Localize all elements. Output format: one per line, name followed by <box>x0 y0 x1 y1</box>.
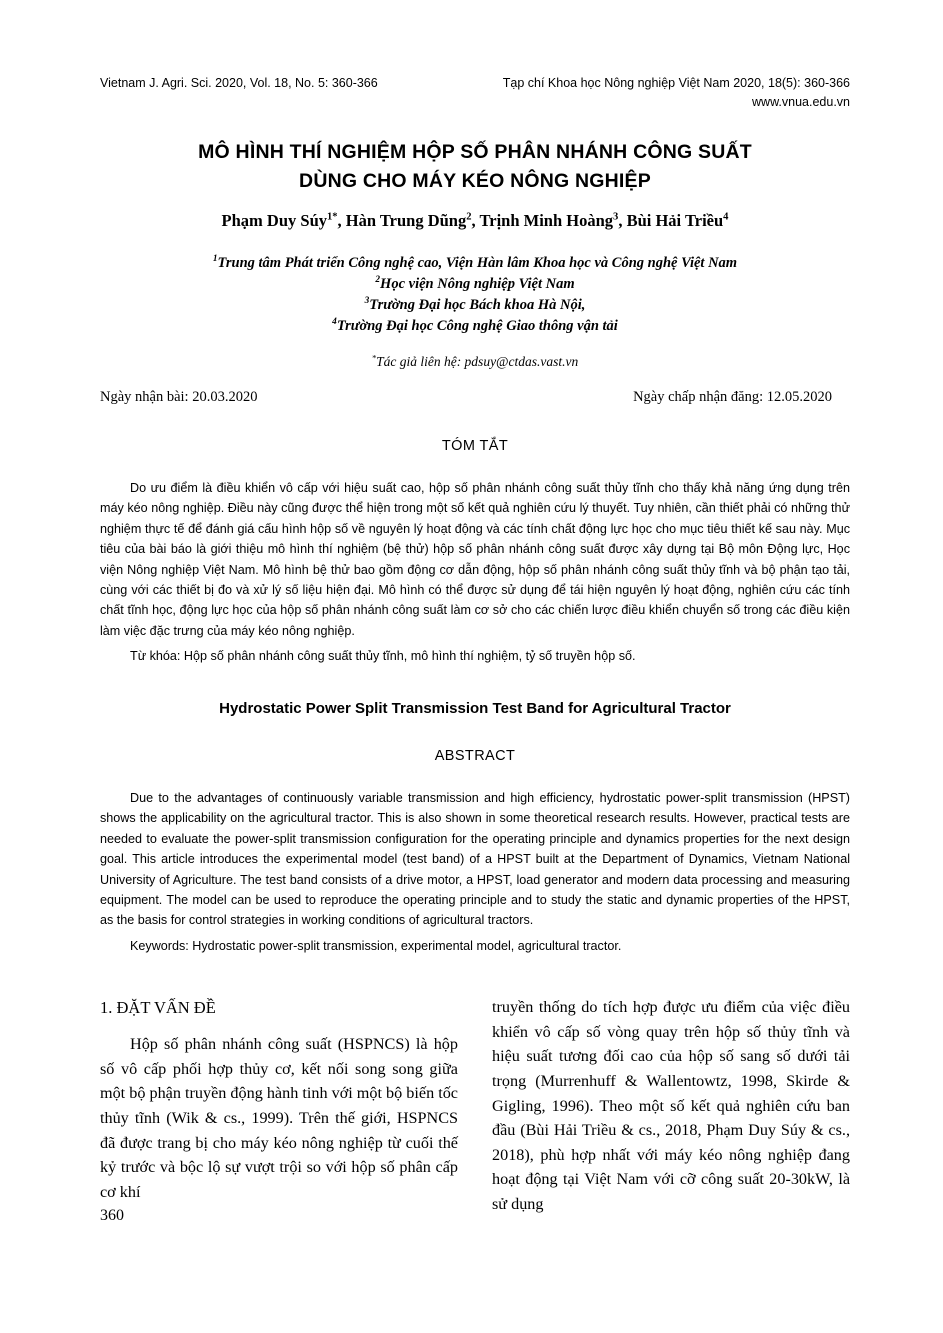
author-2-name: , Hàn Trung Dũng <box>337 211 467 230</box>
affiliation-2 <box>100 274 850 295</box>
english-title: Hydrostatic Power Split Transmission Test Band for Agricultural Tractor <box>219 700 731 717</box>
running-head-journal-vi: Tạp chí Khoa học Nông nghiệp Việt Nam 2020, 18(5): 360-366 <box>502 76 850 90</box>
journal-url: www.vnua.edu.vn <box>752 95 850 110</box>
affiliation-1-text: Trung tâm Phát triển Công nghệ cao, Viện Hàn lâm Khoa học và Công nghệ Việt Nam <box>217 255 738 271</box>
page-title <box>100 138 850 197</box>
date-accepted: Ngày chấp nhận đăng: 12.05.2020 <box>633 389 832 405</box>
body-paragraph-right: truyền thống do tích hợp được ưu điểm của việc điều khiển vô cấp số vòng quay trên hộp số thủy tĩnh và hiệu suất tương đối cao của hộp số sang số dưới tải trọng (Murrenhuff & Wallentowtz, 1998, Skirde & Gigling, 1996). Theo một số kết quả nghiên cứu ban đầu (Bùi Hải Triều & cs., 2018, Phạm Duy Súy & cs., 2018), phù hợp nhất với máy kéo nông nghiệp đang hoạt động tại Việt Nam với cỡ công suất 20-30kW, là sử dụng <box>492 998 850 1213</box>
affiliation-4 <box>100 316 850 337</box>
running-head <box>100 74 850 113</box>
author-1-sup: 1* <box>327 211 338 223</box>
vietnamese-abstract-text: Do ưu điểm là điều khiển vô cấp với hiệu suất cao, hộp số phân nhánh công suất thủy tĩnh cho thấy khả năng ứng dụng trên máy kéo nông nghiệp. Điều này cũng được thể hiện trong một số kết quả nghiên cứu lý thuyết. Tuy nhiên, cần thiết phải có những thử nghiệm thực tế để đánh giá cấu hình hộp số về nguyên lý hoạt động và các tính chất động lực học cho mục tiêu thiết kế sau này. Mục tiêu của bài báo là giới thiệu mô hình thí nghiệm (bệ thử) hộp số phân nhánh công suất được xây dựng tại Bộ môn Động lực, Học viện Nông nghiệp Việt Nam. Mô hình bệ thử bao gồm động cơ dẫn động, hộp số phân nhánh công suất thủy tĩnh và bộ phận tạo tải, cùng với các thiết bị đo và xử lý số liệu hiện đại. Mô hình có thể được sử dụng để tái hiện nguyên lý hoạt động, nghiên cứu các tính chất tĩnh học, động lực học của hộp số phân nhánh công suất làm cơ sở cho các chiến lược điều khiển chuyển số trong các điều kiện làm việc đặc trưng của máy kéo nông nghiệp. <box>100 481 850 638</box>
affiliation-3 <box>100 295 850 316</box>
affiliation-1-sup: 1 <box>212 254 218 265</box>
affiliation-3-text: Trường Đại học Bách khoa Hà Nội, <box>369 297 586 314</box>
body-paragraph-left: Hộp số phân nhánh công suất (HSPNCS) là hộp số vô cấp phối hợp thủy cơ, kết nối song song giữa một bộ phận truyền động hành tinh với một bộ biến tốc thủy tĩnh (Wik & cs., 1999). Trên thế giới, HSPNCS đã được trang bị cho máy kéo nông nghiệp từ cuối thế kỷ trước và bộc lộ sự vượt trội so với hộp số phân cấp cơ khí <box>100 1035 458 1201</box>
section-heading-1: 1. ĐẶT VẤN ĐỀ <box>100 998 216 1017</box>
vietnamese-keywords: Từ khóa: Hộp số phân nhánh công suất thủy tĩnh, mô hình thí nghiệm, tỷ số truyền hộp số. <box>130 649 636 664</box>
vietnamese-abstract-heading: TÓM TẮT <box>441 438 509 454</box>
affiliation-4-text: Trường Đại học Công nghệ Giao thông vận tải <box>336 318 618 335</box>
page-number: 360 <box>100 1207 124 1224</box>
affiliation-1 <box>100 253 850 274</box>
author-4-name: , Bùi Hải Triều <box>618 211 724 230</box>
corresponding-author-sup: * <box>371 352 377 363</box>
running-head-left: Vietnam J. Agri. Sci. 2020, Vol. 18, No. 5: 360-366 <box>100 76 378 90</box>
affiliation-list <box>100 253 850 337</box>
body-column-left <box>100 995 458 1210</box>
title-line-2: DÙNG CHO MÁY KÉO NÔNG NGHIỆP <box>299 170 651 193</box>
running-head-right <box>503 74 850 113</box>
corresponding-author <box>100 354 850 370</box>
author-3-name: , Trịnh Minh Hoàng <box>471 211 614 230</box>
affiliation-2-text: Học viện Nông nghiệp Việt Nam <box>380 276 575 293</box>
affiliation-3-sup: 3 <box>364 296 370 307</box>
author-list <box>100 211 850 231</box>
author-4-sup: 4 <box>723 211 729 223</box>
affiliation-4-sup: 4 <box>332 317 337 328</box>
corresponding-author-text: Tác giả liên hệ: pdsuy@ctdas.vast.vn <box>376 354 579 369</box>
body-columns <box>100 995 850 1213</box>
author-2-sup: 2 <box>466 211 472 223</box>
submission-dates <box>100 389 850 406</box>
author-3-sup: 3 <box>613 211 619 223</box>
english-abstract-heading: ABSTRACT <box>434 748 516 764</box>
affiliation-2-sup: 2 <box>375 275 381 286</box>
english-abstract-body <box>100 788 850 956</box>
vietnamese-abstract-body <box>100 478 850 667</box>
body-column-right <box>492 995 850 1213</box>
date-received: Ngày nhận bài: 20.03.2020 <box>100 389 258 405</box>
title-line-1: MÔ HÌNH THÍ NGHIỆM HỘP SỐ PHÂN NHÁNH CÔNG SUẤT <box>198 141 752 163</box>
author-1-name: Phạm Duy Súy <box>221 211 327 230</box>
english-keywords: Keywords: Hydrostatic power-split transmission, experimental model, agricultural tractor. <box>130 938 622 953</box>
english-abstract-text: Due to the advantages of continuously variable transmission and high efficiency, hydrostatic power-split transmission (HPST) shows the applicability on the agricultural tractor. This is also shown in some theoretical research results. However, practical tests are needed to evaluate the power-split transmission configuration for the operating principle and dynamics properties for the next design goal. This article introduces the experimental model (test band) of a HPST built at the Department of Dynamics, Vietnam National University of Agriculture. The test band consists of a drive motor, a HPST, load generator and modern data processing and measuring equipment. The model can be used to reproduce the operating principle and to study the static and dynamic properties of the HPST, as the basis for control strategies in working conditions of agricultural tractors. <box>100 791 850 928</box>
